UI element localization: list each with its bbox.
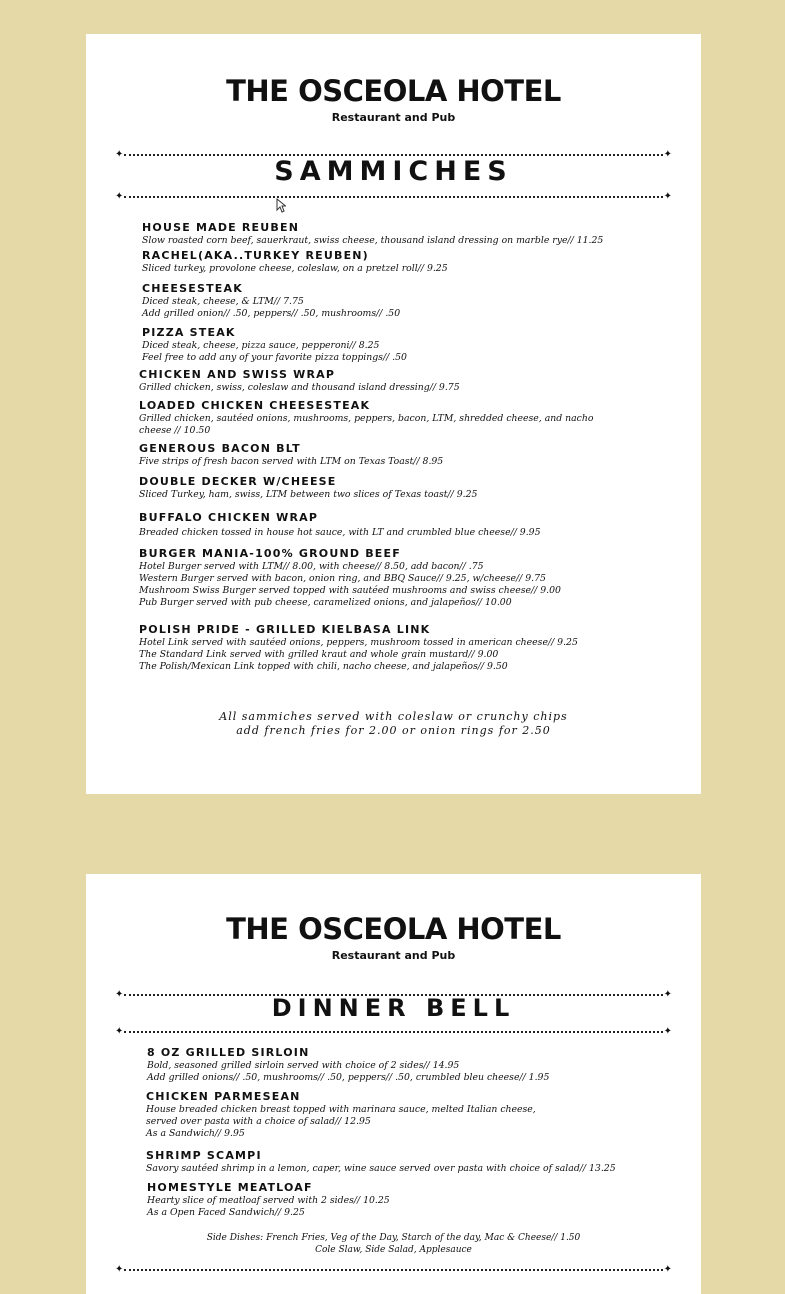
item-desc: Diced steak, cheese, pizza sauce, pepperoni// 8.25	[142, 340, 380, 351]
side-dishes-note: Side Dishes: French Fries, Veg of the Day, Starch of the day, Mac & Cheese// 1.50	[206, 1233, 581, 1243]
menu-item	[139, 442, 443, 468]
item-desc: As a Sandwich// 9.95	[146, 1128, 245, 1139]
item-desc: Slow roasted corn beef, sauerkraut, swiss cheese, thousand island dressing on marble rye// 11.25	[142, 235, 604, 246]
item-desc: Mushroom Swiss Burger served topped with sautéed mushrooms and swiss cheese// 9.00	[139, 585, 561, 596]
menu-item	[139, 475, 477, 501]
menu-page-sammiches	[86, 34, 701, 794]
item-desc: Feel free to add any of your favorite pizza toppings// .50	[142, 352, 407, 363]
item-name: GENEROUS BACON BLT	[139, 442, 301, 455]
menu-item	[146, 1149, 616, 1175]
item-desc: Savory sautéed shrimp in a lemon, caper, wine sauce served over pasta with choice of salad// 13.25	[146, 1163, 616, 1174]
menu-item	[147, 1181, 390, 1219]
item-desc: Bold, seasoned grilled sirloin served with choice of 2 sides// 14.95	[147, 1060, 460, 1071]
item-desc: Pub Burger served with pub cheese, caramelized onions, and jalapeños// 10.00	[139, 597, 512, 608]
menu-item	[142, 282, 400, 320]
item-desc: The Standard Link served with grilled kraut and whole grain mustard// 9.00	[139, 649, 499, 660]
side-dishes-note: Cole Slaw, Side Salad, Applesauce	[315, 1245, 472, 1255]
divider-top: ✦ ✦	[115, 149, 672, 160]
item-desc: The Polish/Mexican Link topped with chili, nacho cheese, and jalapeños// 9.50	[139, 661, 508, 672]
item-name: SHRIMP SCAMPI	[146, 1149, 262, 1162]
item-name: CHICKEN AND SWISS WRAP	[139, 368, 336, 381]
mouse-cursor-icon	[276, 198, 286, 214]
brand-title: THE OSCEOLA HOTEL	[226, 912, 561, 946]
item-desc: Hotel Link served with sautéed onions, peppers, mushroom tossed in american cheese// 9.25	[139, 637, 578, 648]
item-desc: Sliced Turkey, ham, swiss, LTM between two slices of Texas toast// 9.25	[139, 489, 478, 500]
menu-item	[142, 326, 407, 364]
item-desc: As a Open Faced Sandwich// 9.25	[147, 1207, 305, 1218]
item-name: 8 OZ GRILLED SIRLOIN	[147, 1046, 310, 1059]
menu-item	[139, 547, 561, 609]
item-desc: Western Burger served with bacon, onion ring, and BBQ Sauce// 9.25, w/cheese// 9.75	[139, 573, 546, 584]
brand-subtitle: Restaurant and Pub	[331, 949, 456, 962]
item-desc: Five strips of fresh bacon served with LTM on Texas Toast// 8.95	[139, 456, 444, 467]
item-desc: Add grilled onions// .50, mushrooms// .50, peppers// .50, crumbled bleu cheese// 1.95	[147, 1072, 550, 1083]
menu-item	[147, 1046, 549, 1084]
item-desc: Diced steak, cheese, & LTM// 7.75	[142, 296, 304, 307]
item-desc: Breaded chicken tossed in house hot sauce, with LT and crumbled blue cheese// 9.95	[139, 527, 541, 538]
item-name: CHICKEN PARMESEAN	[146, 1090, 301, 1103]
menu-item	[139, 511, 541, 539]
footer-note: All sammiches served with coleslaw or crunchy chips	[219, 710, 568, 723]
menu-item	[142, 249, 448, 275]
brand-subtitle: Restaurant and Pub	[331, 111, 456, 124]
menu-item	[139, 399, 593, 437]
item-name: BURGER MANIA-100% GROUND BEEF	[139, 547, 401, 560]
menu-item	[142, 221, 603, 247]
item-desc: Hearty slice of meatloaf served with 2 sides// 10.25	[147, 1195, 390, 1206]
divider-top: ✦ ✦	[115, 989, 672, 1000]
item-desc: served over pasta with a choice of salad// 12.95	[146, 1116, 371, 1127]
item-name: RACHEL(AKA..TURKEY REUBEN)	[142, 249, 369, 262]
section-title: DINNER BELL	[271, 994, 516, 1022]
item-name: DOUBLE DECKER W/CHEESE	[139, 475, 337, 488]
item-name: CHEESESTEAK	[142, 282, 243, 295]
item-name: BUFFALO CHICKEN WRAP	[139, 511, 319, 524]
footer-note: add french fries for 2.00 or onion rings for 2.50	[236, 724, 551, 737]
item-name: HOMESTYLE MEATLOAF	[147, 1181, 313, 1194]
item-name: HOUSE MADE REUBEN	[142, 221, 300, 234]
item-desc: Hotel Burger served with LTM// 8.00, with cheese// 8.50, add bacon// .75	[139, 561, 484, 572]
menu-page-dinner-bell	[86, 874, 701, 1294]
item-desc: Add grilled onion// .50, peppers// .50, mushrooms// .50	[142, 308, 401, 319]
item-name: LOADED CHICKEN CHEESESTEAK	[139, 399, 371, 412]
menu-item	[146, 1090, 536, 1140]
divider-bottom: ✦ ✦	[115, 191, 672, 202]
item-desc: Sliced turkey, provolone cheese, coleslaw, on a pretzel roll// 9.25	[142, 263, 448, 274]
brand-title: THE OSCEOLA HOTEL	[226, 74, 561, 108]
divider-footer: ✦ ✦	[115, 1264, 672, 1275]
item-desc: House breaded chicken breast topped with marinara sauce, melted Italian cheese,	[146, 1104, 536, 1115]
item-desc: cheese // 10.50	[139, 425, 211, 436]
divider-bottom: ✦ ✦	[115, 1026, 672, 1037]
menu-item	[139, 368, 460, 394]
item-desc: Grilled chicken, sautéed onions, mushrooms, peppers, bacon, LTM, shredded cheese, and nacho	[139, 413, 594, 424]
section-title: SAMMICHES	[274, 156, 513, 187]
item-name: POLISH PRIDE - GRILLED KIELBASA LINK	[139, 623, 431, 636]
item-desc: Grilled chicken, swiss, coleslaw and thousand island dressing// 9.75	[139, 382, 460, 393]
item-name: PIZZA STEAK	[142, 326, 236, 339]
menu-item	[139, 623, 578, 673]
